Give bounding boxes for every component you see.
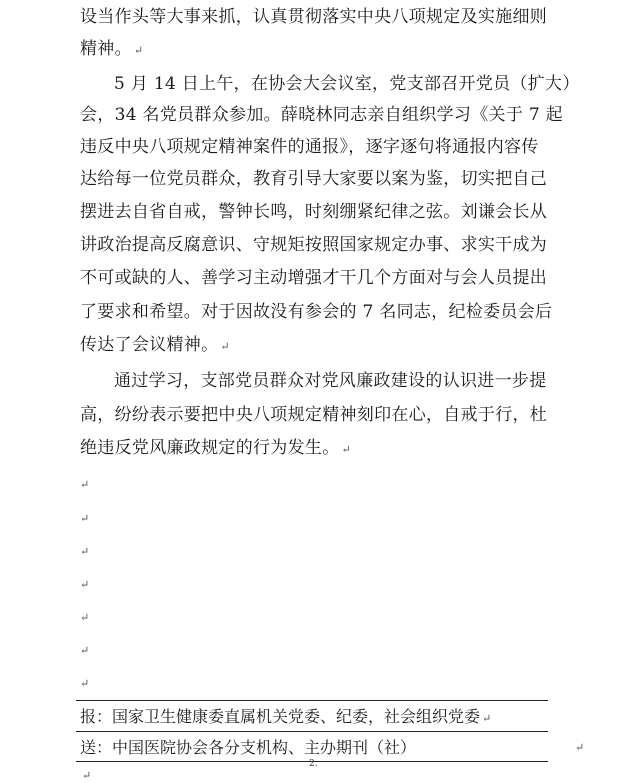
empty-paragraph-mark-icon: ↵ bbox=[82, 769, 92, 782]
body-line: 讲政治提高反腐意识、守规矩按照国家规定办事、求实干成为 bbox=[80, 235, 548, 255]
body-line: 通过学习，支部党员群众对党风廉政建设的认识进一步提 bbox=[114, 371, 547, 391]
paragraph-mark-icon: ↵ bbox=[482, 712, 492, 725]
body-line: 高，纷纷表示要把中央八项规定精神刻印在心，自戒于行，杜 bbox=[80, 405, 548, 425]
page-number: 2. bbox=[309, 759, 318, 769]
paragraph-mark-icon: ↵ bbox=[575, 741, 585, 754]
body-line: 设当作头等大事来抓，认真贯彻落实中央八项规定及实施细则 bbox=[80, 7, 548, 27]
empty-paragraph-mark-icon: ↵ bbox=[80, 578, 90, 591]
empty-paragraph-mark-icon: ↵ bbox=[80, 677, 90, 690]
empty-paragraph-mark-icon: ↵ bbox=[80, 512, 90, 525]
body-line: 摆进去自省自戒，警钟长鸣，时刻绷紧纪律之弦。刘谦会长从 bbox=[80, 202, 548, 222]
report-to-line: 报：国家卫生健康委直属机关党委、纪委，社会组织党委 ↵ bbox=[80, 707, 492, 726]
paragraph-mark-icon: ↵ bbox=[220, 340, 230, 353]
empty-paragraph-mark-icon: ↵ bbox=[80, 644, 90, 657]
middle-divider bbox=[76, 731, 548, 732]
body-line: 不可或缺的人、善学习主动增强才干几个方面对与会人员提出 bbox=[80, 268, 548, 288]
paragraph-mark-icon: ↵ bbox=[341, 443, 352, 456]
body-line: 5 月 14 日上午，在协会大会议室，党支部召开党员（扩大） bbox=[114, 74, 580, 94]
body-line: 违反中央八项规定精神案件的通报》，逐字逐句将通报内容传 bbox=[80, 137, 539, 157]
body-line: 传达了会议精神。 ↵ bbox=[80, 335, 230, 355]
empty-paragraph-mark-icon: ↵ bbox=[80, 545, 90, 558]
top-divider bbox=[76, 700, 548, 701]
body-line: 绝违反党风廉政规定的行为发生。 ↵ bbox=[80, 438, 352, 458]
send-to-line: 送：中国医院协会各分支机构、主办期刊（社） bbox=[80, 738, 417, 757]
empty-paragraph-mark-icon: ↵ bbox=[80, 478, 90, 491]
body-line: 精神。 ↵ bbox=[80, 39, 144, 59]
empty-paragraph-mark-icon: ↵ bbox=[80, 611, 90, 624]
paragraph-mark-icon: ↵ bbox=[133, 44, 144, 57]
body-line: 达给每一位党员群众，教育引导大家要以案为鉴，切实把自己 bbox=[80, 169, 548, 189]
body-line: 了要求和希望。对于因故没有参会的 7 名同志，纪检委员会后 bbox=[80, 302, 553, 322]
body-line: 会，34 名党员群众参加。薛晓林同志亲自组织学习《关于 7 起 bbox=[80, 105, 563, 125]
